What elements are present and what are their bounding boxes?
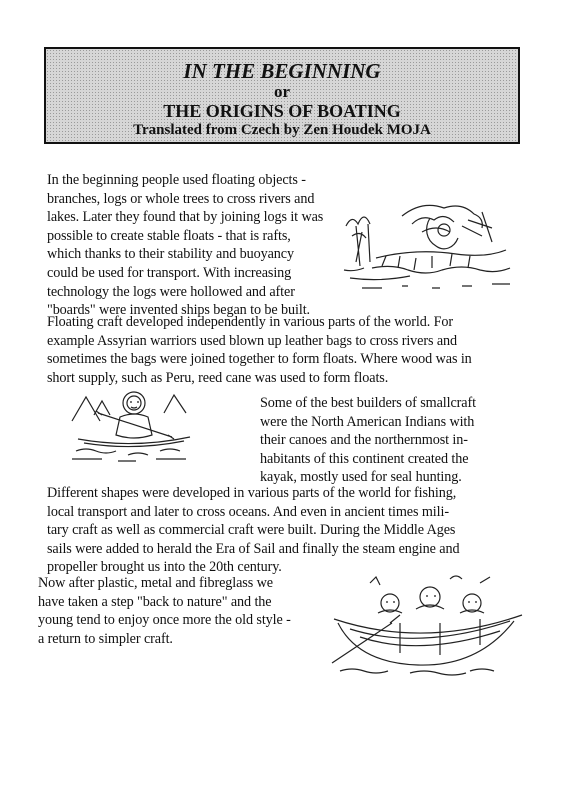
text-line: habitants of this continent created the bbox=[260, 450, 469, 467]
text-line: a return to simpler craft. bbox=[38, 630, 173, 647]
text-line: branches, logs or whole trees to cross rivers and bbox=[47, 190, 315, 207]
text-line: lakes. Later they found that by joining logs it was bbox=[47, 209, 324, 226]
text-line: technology the logs were hollowed and after bbox=[47, 283, 295, 300]
text-line: Floating craft developed independently in various parts of the world. For bbox=[47, 314, 454, 330]
text-line: sails were added to herald the Era of Sail and finally the steam engine and bbox=[47, 540, 460, 557]
text-line: short supply, such as Peru, reed cane was used to form floats. bbox=[47, 369, 389, 386]
text-line: "boards" were invented ships began to be built. bbox=[47, 302, 310, 319]
paragraph-1 bbox=[47, 171, 323, 320]
paragraph-3 bbox=[260, 394, 476, 487]
canoe-illustration bbox=[330, 573, 526, 681]
text-line: sometimes the bags were joined together to form floats. Where wood was in bbox=[47, 351, 472, 368]
title-or: or bbox=[273, 82, 291, 101]
text-line: which thanks to their stability and buoyancy bbox=[47, 246, 294, 263]
text-line: young tend to enjoy once more the old style - bbox=[38, 612, 291, 629]
text-line: propeller brought us into the 20th century. bbox=[47, 559, 282, 576]
text-line: In the beginning people used floating objects - bbox=[47, 172, 306, 188]
paragraph-5 bbox=[38, 574, 291, 648]
text-line: possible to create stable floats - that is rafts, bbox=[47, 227, 291, 244]
text-line: tary craft as well as commercial craft were built. During the Middle Ages bbox=[47, 522, 456, 539]
text-line: their canoes and the northernmost in- bbox=[260, 432, 468, 449]
text-line: were the North American Indians with bbox=[260, 413, 475, 430]
page-title: IN THE BEGINNING bbox=[183, 59, 381, 83]
text-line: Now after plastic, metal and fibreglass we bbox=[38, 575, 273, 591]
title-box bbox=[44, 47, 520, 144]
text-line: kayak, mostly used for seal hunting. bbox=[260, 469, 462, 486]
text-line: have taken a step "back to nature" and the bbox=[38, 593, 272, 610]
paragraph-2 bbox=[47, 313, 472, 387]
translator-credit: Translated from Czech by Zen Houdek MOJA bbox=[133, 122, 431, 138]
paragraph-4 bbox=[47, 484, 459, 577]
text-line: example Assyrian warriors used blown up leather bags to cross rivers and bbox=[47, 332, 458, 349]
text-line: local transport and later to cross oceans. And even in ancient times mili- bbox=[47, 503, 449, 520]
kayak-illustration bbox=[68, 385, 200, 465]
raft-illustration bbox=[342, 196, 522, 294]
text-line: could be used for transport. With increasing bbox=[47, 264, 292, 281]
page-subtitle: THE ORIGINS OF BOATING bbox=[163, 101, 401, 121]
text-line: Some of the best builders of smallcraft bbox=[260, 395, 476, 411]
text-line: Different shapes were developed in various parts of the world for fishing, bbox=[47, 485, 457, 501]
